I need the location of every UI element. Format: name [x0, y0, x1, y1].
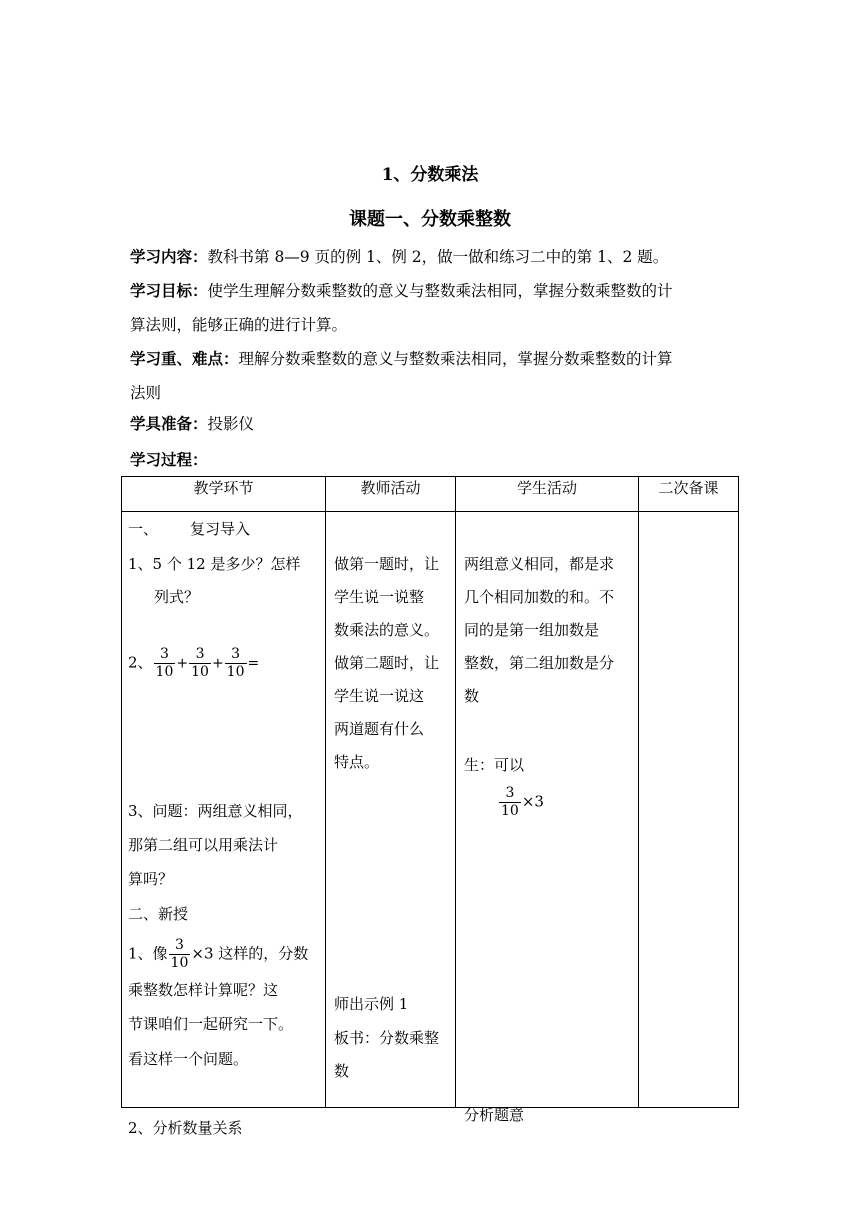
review-question-2: 2、 $\frac{3}{10}$ + $\frac{3}{10}$ + $\frac{3}{10}$ = [128, 646, 260, 680]
learning-goal-line1: 使学生理解分数乘整数的意义与整数乘法相同，掌握分数乘整数的计 [207, 282, 673, 300]
teacher-line: 学生说一说整 [334, 588, 425, 606]
teacher-line: 特点。 [334, 753, 380, 771]
student-line: 分析题意 [464, 1106, 525, 1124]
fraction-3-10: $\frac{3}{10}$ [191, 646, 209, 680]
student-activity-cell [456, 512, 639, 1124]
table-row [122, 512, 739, 1108]
learning-content [130, 240, 740, 274]
stage-review-number: 一、 [128, 520, 159, 538]
teacher-line: 学生说一说这 [334, 687, 425, 705]
key-points-line1: 理解分数乘整数的意义与整数乘法相同，掌握分数乘整数的计算 [238, 350, 673, 368]
header-second-prep: 二次备课 [639, 477, 739, 512]
teacher-activity-cell [326, 512, 456, 1108]
tools-prep-text: 投影仪 [207, 415, 255, 433]
teacher-line: 数 [334, 1062, 350, 1080]
review-question-3-line3: 算吗？ [128, 870, 174, 888]
teacher-line: 做第二题时，让 [334, 654, 440, 672]
tools-prep-label: 学具准备： [130, 414, 208, 433]
header-student-activity: 学生活动 [456, 477, 639, 512]
header-teacher-activity: 教师活动 [326, 477, 456, 512]
learning-goal-label: 学习目标： [130, 281, 208, 300]
fraction-3-10: $\frac{3}{10}$ [226, 646, 245, 680]
learning-goal [130, 274, 740, 342]
new-question-1-line3: 节课咱们一起研究一下。 [128, 1015, 294, 1033]
teacher-line: 师出示例 1 [334, 995, 409, 1013]
analysis-step: 2、分析数量关系 [128, 1119, 243, 1137]
new-question-1-line2: 乘整数怎样计算呢？这 [128, 981, 279, 999]
fraction-3-10: $\frac{3}{10}$ [501, 785, 519, 819]
process-table [121, 476, 739, 1137]
learning-content-label: 学习内容： [130, 247, 208, 266]
teaching-stage-cell [122, 512, 326, 1137]
student-line: 整数，第二组加数是分 [464, 654, 615, 672]
second-prep-cell [639, 512, 739, 1108]
tools-prep [130, 407, 740, 441]
page-title: 1、分数乘法 [381, 165, 479, 185]
student-line: 生：可以 [464, 756, 525, 774]
key-points-line2: 法则 [130, 384, 162, 402]
learning-content-text: 教科书第 8—9 页的例 1、例 2，做一做和练习二中的第 1、2 题。 [207, 248, 669, 266]
review-question-3-line2: 那第二组可以用乘法计 [128, 836, 279, 854]
learning-goal-line2: 算法则，能够正确的进行计算。 [130, 316, 348, 334]
process-heading [130, 443, 740, 477]
header-teaching-stage: 教学环节 [122, 477, 326, 512]
lesson-title: 课题一、分数乘整数 [349, 209, 511, 230]
student-line: 数 [464, 687, 480, 705]
student-expression: $\frac{3}{10}$ ×3 [501, 785, 544, 819]
teacher-line: 板书：分数乘整 [334, 1029, 440, 1047]
process-label: 学习过程： [130, 450, 208, 469]
review-question-1-cont: 列式？ [154, 588, 200, 606]
key-points-label: 学习重、难点： [130, 349, 239, 368]
review-question-1: 1、5 个 12 是多少？怎样 [128, 555, 301, 573]
teacher-line: 做第一题时，让 [334, 555, 440, 573]
teacher-line: 数乘法的意义。 [334, 621, 440, 639]
table-header-row [122, 477, 739, 512]
new-question-1-line4: 看这样一个问题。 [128, 1050, 249, 1068]
student-line: 几个相同加数的和。不 [464, 588, 615, 606]
key-points [130, 342, 740, 410]
review-question-3: 3、问题：两组意义相同， [128, 802, 303, 820]
stage-new-title: 二、新授 [128, 905, 189, 923]
student-line: 同的是第一组加数是 [464, 621, 600, 639]
review-question-2-prefix: 2、 [128, 653, 153, 672]
fraction-3-10: $\frac{3}{10}$ [170, 937, 189, 971]
student-line: 两组意义相同，都是求 [464, 555, 615, 573]
teacher-line: 两道题有什么 [334, 720, 425, 738]
fraction-3-10: $\frac{3}{10}$ [155, 646, 174, 680]
new-question-1: 1、像 $\frac{3}{10}$ ×3 这样的，分数 [128, 937, 309, 971]
stage-review-title: 复习导入 [190, 520, 251, 538]
